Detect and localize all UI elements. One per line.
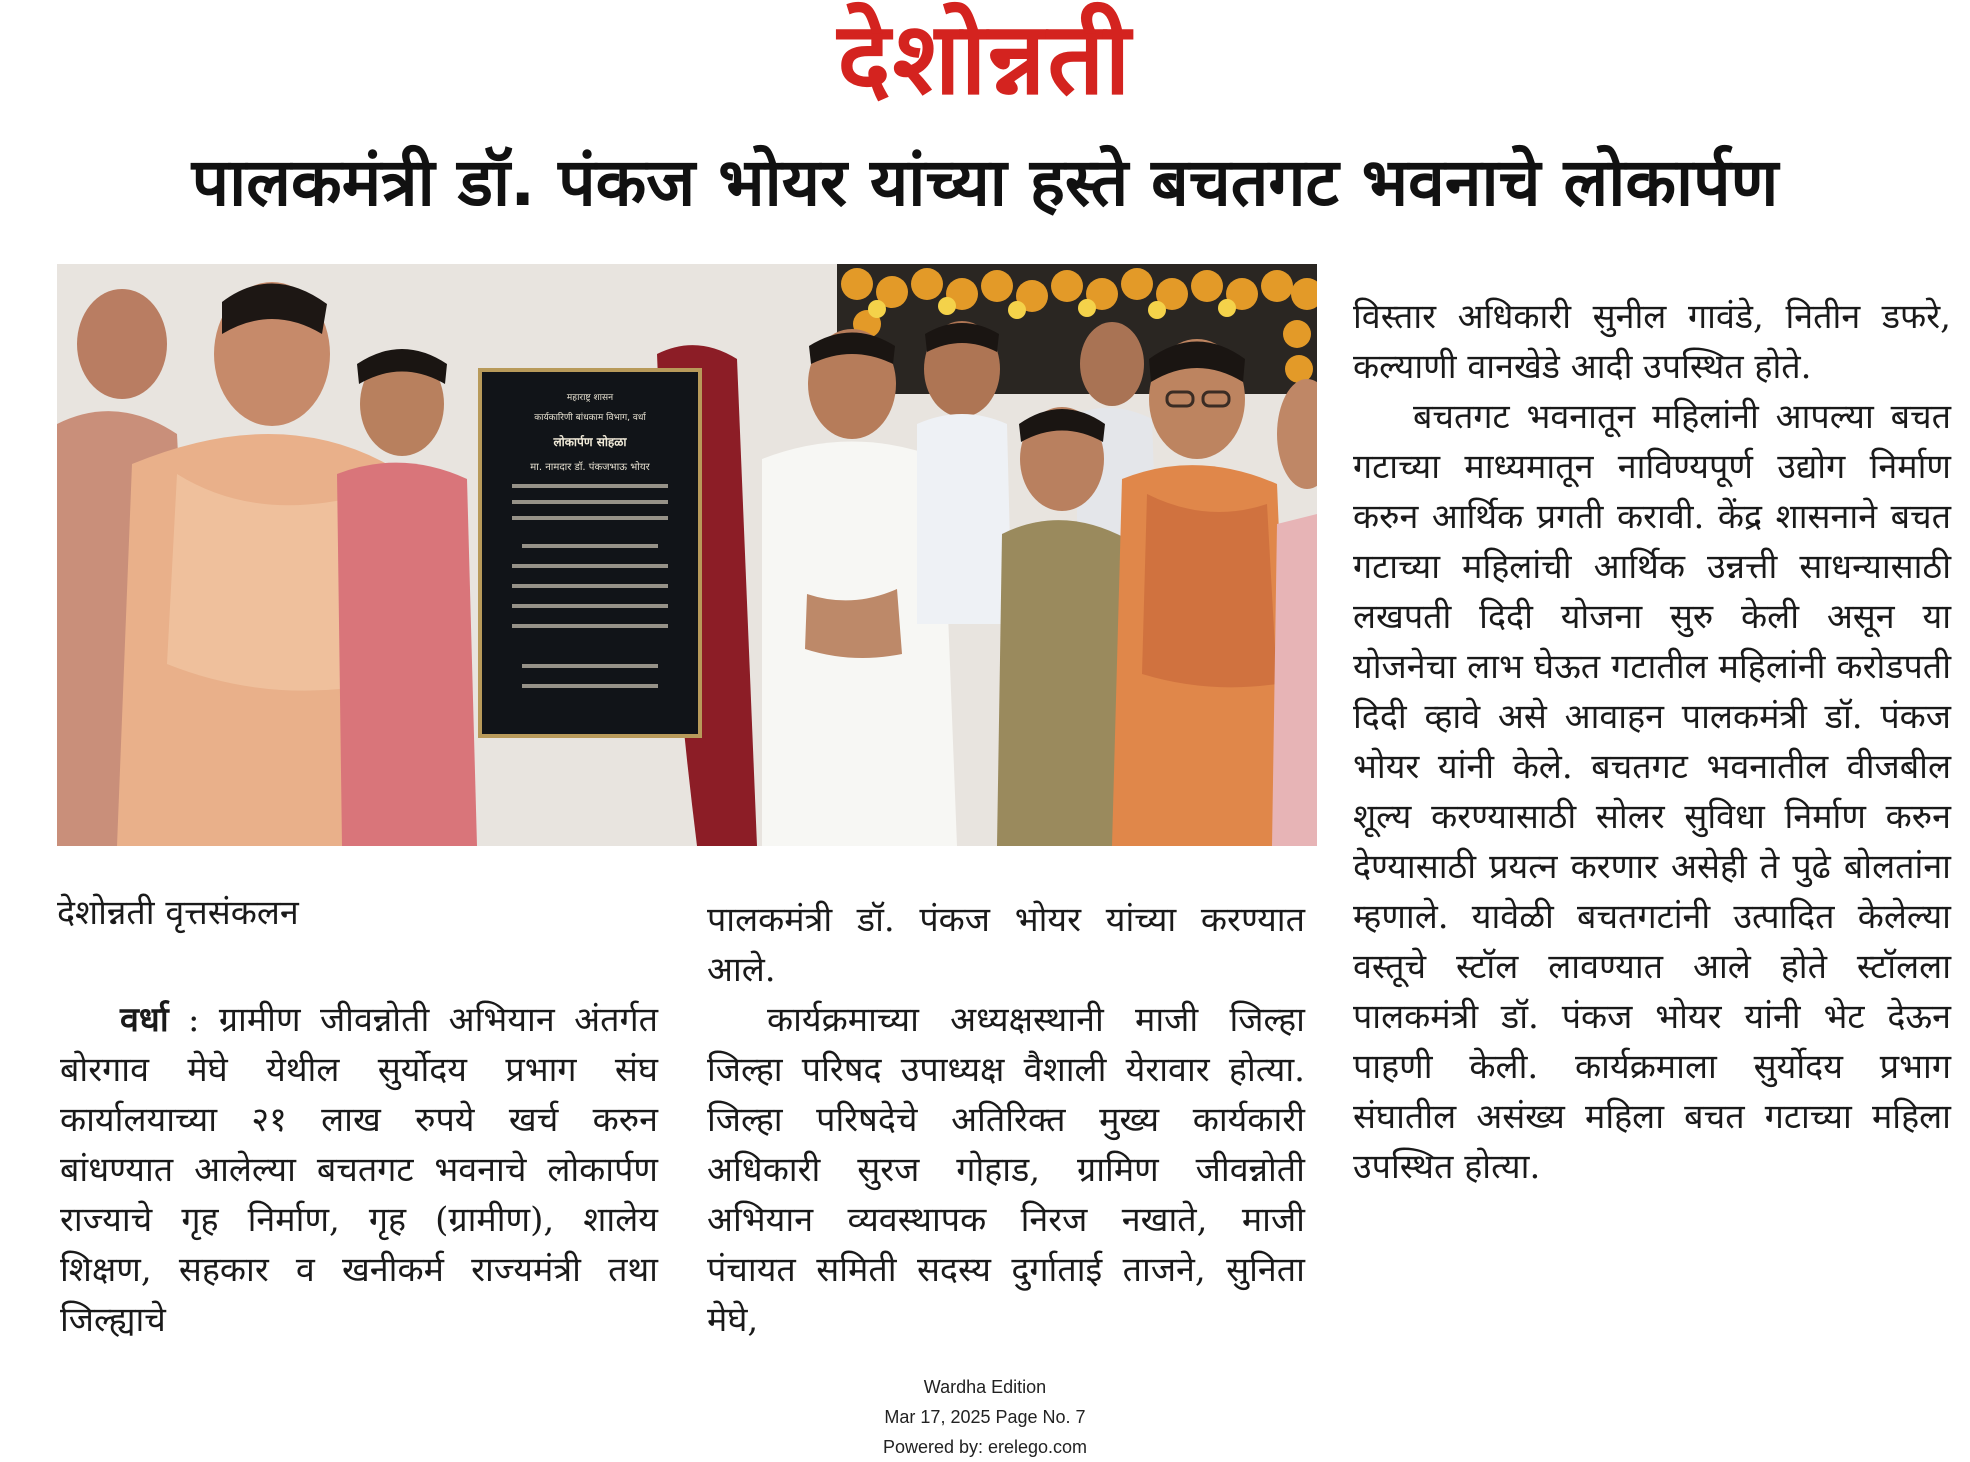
edition-footer: [785, 1372, 1185, 1462]
article-column-1: [60, 995, 658, 1345]
svg-text:मा. नामदार डॉ. पंकजभाऊ भोयर: मा. नामदार डॉ. पंकजभाऊ भोयर: [530, 462, 650, 473]
masthead-logo: देशोन्नती: [837, 0, 1133, 117]
article-paragraph: विस्तार अधिकारी सुनील गावंडे, नितीन डफरे, कल्याणी वानखेडे आदी उपस्थित होते.: [1353, 297, 1951, 387]
article-text: ग्रामीण जीवन्नोती अभियान अंतर्गत बोरगाव मेघे येथील सुर्योदय प्रभाग संघ कार्यालयाच्या २१ लाख रुपये खर्च करुन बांधण्यात आलेल्या बचतगट भवनाचे लोकार्पण राज्याचे गृह निर्माण, गृह (ग्रामीण), शालेय शिक्षण, सहकार व खनीकर्म राज्यमंत्री तथा जिल्ह्याचे: [60, 1000, 658, 1340]
svg-text:महाराष्ट्र शासन: महाराष्ट्र शासन: [566, 393, 614, 403]
dateline-place: वर्धा: [120, 1000, 169, 1040]
headline-text: पालकमंत्री डॉ. पंकज भोयर यांच्या हस्ते बचतगट भवनाचे लोकार्पण: [191, 144, 1779, 221]
article-paragraph: कार्यक्रमाच्या अध्यक्षस्थानी माजी जिल्हा जिल्हा परिषद उपाध्यक्ष वैशाली येरावार होत्या. जिल्हा परिषदेचे अतिरिक्त मुख्य कार्यकारी अधिकारी सुरज गोहाड, ग्रामिण जीवन्नोती अभियान व्यवस्थापक निरज नखाते, माजी पंचायत समिती सदस्य दुर्गाताई ताजने, सुनिता मेघे,: [707, 1000, 1305, 1340]
article-paragraph: बचतगट भवनातून महिलांनी आपल्या बचत गटाच्या माध्यमातून नाविण्यपूर्ण उद्योग निर्माण करुन आर्थिक प्रगती करावी. केंद्र शासनाने बचत गटाच्या महिलांची आर्थिक उन्नत्ती साधन्यासाठी लखपती दिदी योजना सुरु केली असून या योजनेचा लाभ घेऊत गटातील महिलांनी करोडपती दिदी व्हावे असे आवाहन पालकमंत्री डॉ. पंकज भोयर यांनी केले. बचतगट भवनातील वीजबील शूल्य करण्यासाठी सोलर सुविधा निर्माण करुन देण्यासाठी प्रयत्न करणार असेही ते पुढे बोलतांना म्हणाले. यावेळी बचतगटांनी उत्पादित केलेल्या वस्तूचे स्टॉल लावण्यात आले होते स्टॉलला पालकमंत्री डॉ. पंकज भोयर यांनी भेट देऊन पाहणी केली. कार्यक्रमाला सुर्योदय प्रभाग संघातील असंख्य महिला बचत गटाच्या महिला उपस्थित होत्या.: [1353, 397, 1951, 1187]
masthead: [0, 0, 1970, 118]
powered-by: Powered by: erelego.com: [882, 1437, 1088, 1457]
edition-name: Wardha Edition: [923, 1377, 1047, 1397]
edition-date-page: Mar 17, 2025 Page No. 7: [884, 1407, 1086, 1427]
headline: [40, 128, 1930, 238]
article-paragraph: पालकमंत्री डॉ. पंकज भोयर यांच्या करण्यात आले.: [707, 900, 1305, 990]
article-column-3: [1353, 292, 1951, 1192]
article-column-2: [707, 895, 1305, 1345]
news-photo: [57, 264, 1317, 846]
article-paragraph: वर्धा : ग्रामीण जीवन्नोती अभियान अंतर्गत बोरगाव मेघे येथील सुर्योदय प्रभाग संघ कार्यालयाच्या २१ लाख रुपये खर्च करुन बांधण्यात आलेल्या बचतगट भवनाचे लोकार्पण राज्याचे गृह निर्माण, गृह (ग्रामीण), शालेय शिक्षण, सहकार व खनीकर्म राज्यमंत्री तथा जिल्ह्याचे: [60, 1000, 658, 1340]
svg-text:कार्यकारिणी बांधकाम विभाग, वर्: कार्यकारिणी बांधकाम विभाग, वर्धा: [534, 413, 646, 423]
svg-text:लोकार्पण सोहळा: लोकार्पण सोहळा: [553, 435, 627, 449]
byline: देशोन्नती वृत्तसंकलन: [57, 893, 299, 933]
